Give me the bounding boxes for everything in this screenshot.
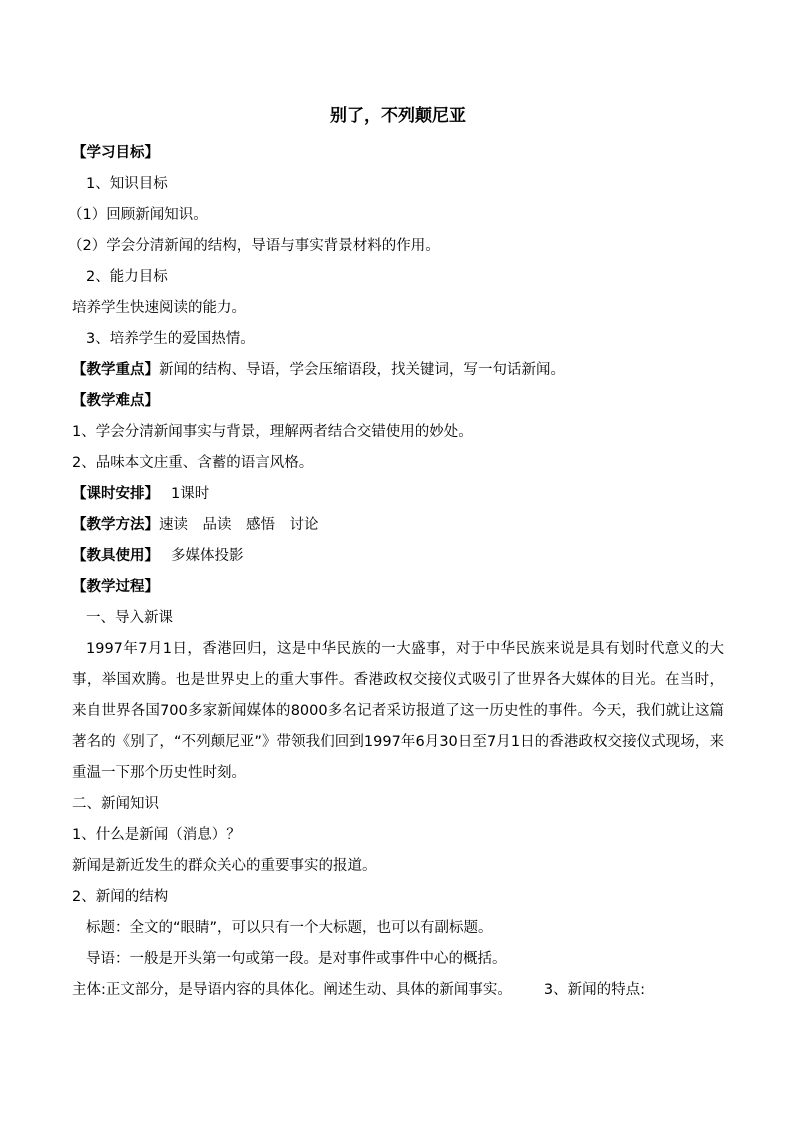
schedule-row	[72, 479, 724, 510]
news-q3: 3、新闻的特点:	[543, 982, 646, 998]
news-body: 主体:正文部分，是导语内容的具体化。阐述生动、具体的新闻事实。	[72, 982, 512, 998]
key-points-row	[72, 355, 724, 386]
news-a1: 新闻是新近发生的群众关心的重要事实的报道。	[72, 858, 377, 874]
goals-ability: 2、能力目标	[86, 269, 168, 285]
tools-row	[72, 541, 724, 572]
goals-k1: （1）回顾新闻知识。	[68, 207, 208, 223]
goals-ability-text: 培养学生快速阅读的能力。	[72, 300, 246, 316]
document-title: 别了，不列颠尼亚	[330, 106, 466, 126]
news-q1: 1、什么是新闻（消息）？	[72, 827, 241, 843]
methods-text: 速读 品读 感悟 讨论	[159, 517, 319, 533]
news-headline: 标题：全文的“眼睛”，可以只有一个大标题，也可以有副标题。	[86, 920, 493, 936]
process-intro-heading: 一、导入新课	[86, 610, 173, 626]
difficulties-d1: 1、学会分清新闻事实与背景，理解两者结合交错使用的妙处。	[72, 424, 473, 440]
goals-heading: 【学习目标】	[72, 145, 159, 161]
key-points-text: 新闻的结构、导语，学会压缩语段，找关键词，写一句话新闻。	[159, 362, 565, 378]
schedule-text: 1课时	[171, 486, 210, 502]
goals-knowledge: 1、知识目标	[86, 176, 168, 192]
schedule-heading: 【课时安排】	[72, 486, 159, 502]
tools-heading: 【教具使用】	[72, 548, 159, 564]
tools-text: 多媒体投影	[171, 548, 244, 564]
news-q2: 2、新闻的结构	[72, 889, 169, 905]
methods-row	[72, 510, 724, 541]
goals-patriotism: 3、培养学生的爱国热情。	[86, 331, 255, 347]
methods-heading: 【教学方法】	[72, 517, 159, 533]
news-heading: 二、新闻知识	[72, 796, 159, 812]
news-body-row	[72, 975, 724, 1006]
key-points-heading: 【教学重点】	[72, 362, 159, 378]
news-lead: 导语：一般是开头第一句或第一段。是对事件或事件中心的概括。	[86, 951, 507, 967]
process-heading: 【教学过程】	[72, 579, 159, 595]
difficulties-heading: 【教学难点】	[72, 393, 159, 409]
difficulties-d2: 2、品味本文庄重、含蓄的语言风格。	[72, 455, 314, 471]
goals-k2: （2）学会分清新闻的结构，导语与事实背景材料的作用。	[68, 238, 440, 254]
document-page	[68, 96, 724, 1006]
process-intro-text: 1997年7月1日，香港回归，这是中华民族的一大盛事，对于中华民族来说是具有划时代意义的大事，举国欢腾。也是世界史上的重大事件。香港政权交接仪式吸引了世界各大媒体的目光。在当时，来自世界各国700多家新闻媒体的8000多名记者采访报道了这一历史性的事件。今天，我们就让这篇著名的《别了，“不列颠尼亚”》带领我们回到1997年6月30日至7月1日的香港政权交接仪式现场，来重温一下那个历史性时刻。	[72, 641, 724, 781]
